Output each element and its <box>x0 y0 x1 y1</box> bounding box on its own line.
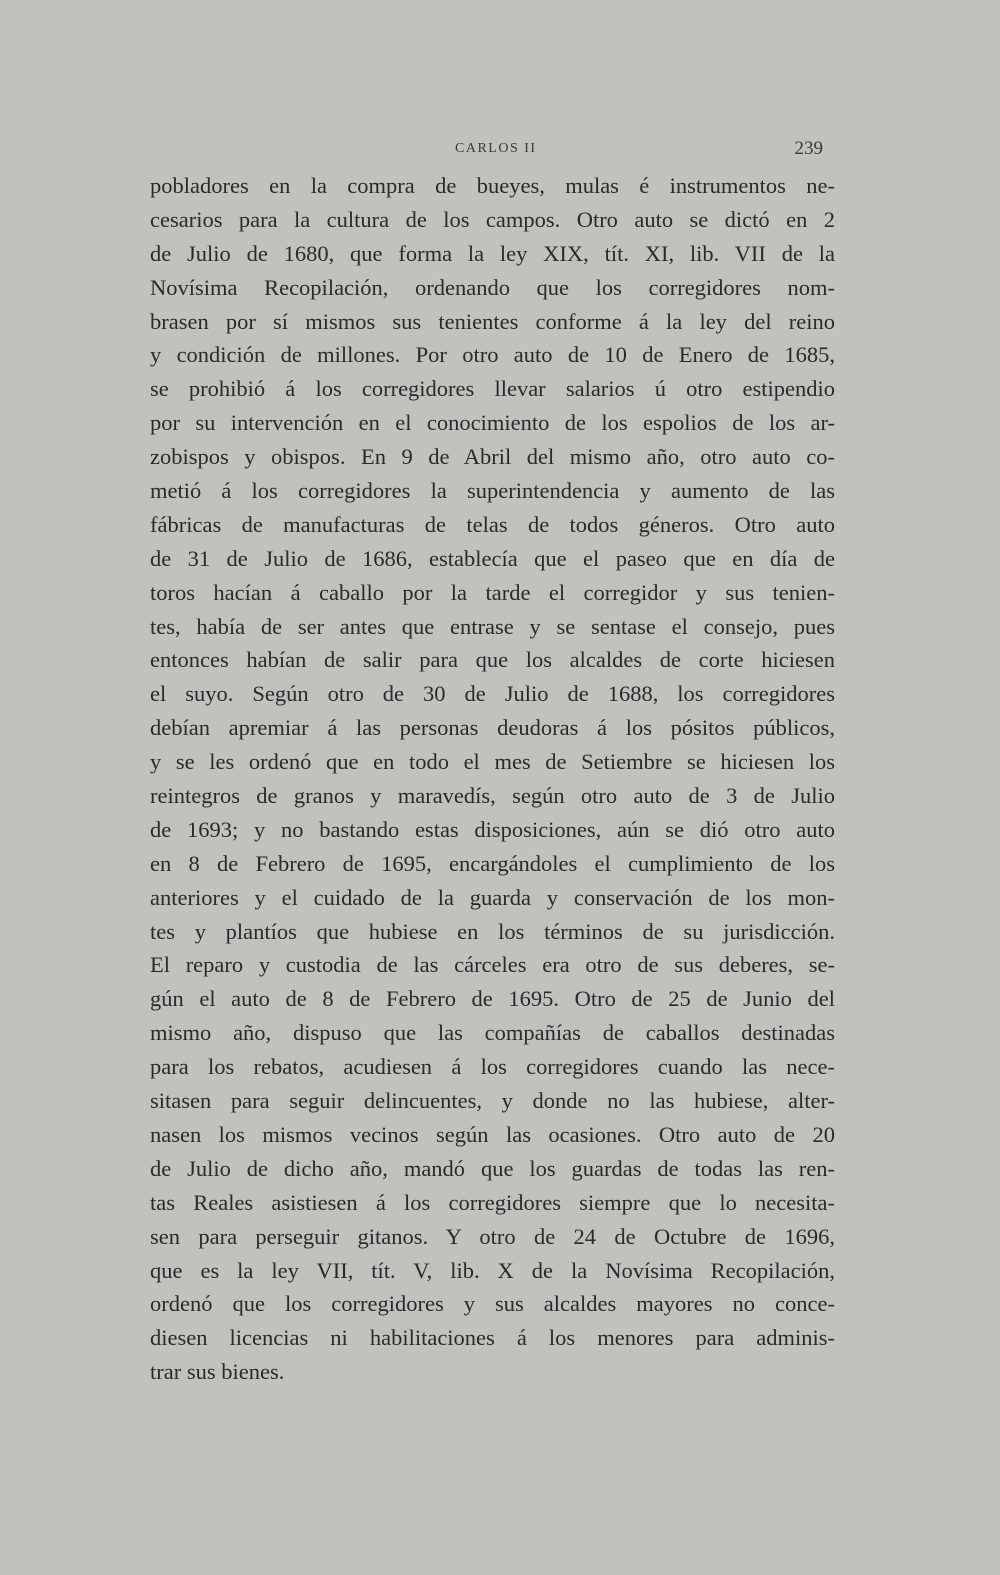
text-line: que es la ley VII, tít. V, lib. X de la Novísima Recopilación, <box>150 1257 835 1283</box>
text-line: brasen por sí mismos sus tenientes conforme á la ley del reino <box>150 308 835 334</box>
text-line: el suyo. Según otro de 30 de Julio de 1688, los corregidores <box>150 681 835 707</box>
text-line: mismo año, dispuso que las compañías de caballos destinadas <box>150 1020 835 1046</box>
text-line: tas Reales asistiesen á los corregidores siempre que lo necesita- <box>150 1189 835 1215</box>
text-line: en 8 de Febrero de 1695, encargándoles el cumplimiento de los <box>150 850 835 876</box>
text-line: metió á los corregidores la superintendencia y aumento de las <box>150 478 835 504</box>
text-line: trar sus bienes. <box>150 1359 285 1385</box>
running-title: CARLOS II <box>455 141 537 156</box>
text-line: fábricas de manufacturas de telas de todos géneros. Otro auto <box>150 511 835 537</box>
text-line: por su intervención en el conocimiento de los espolios de los ar- <box>150 410 835 436</box>
text-line: reintegros de granos y maravedís, según otro auto de 3 de Julio <box>150 783 835 809</box>
text-line: toros hacían á caballo por la tarde el corregidor y sus tenien- <box>150 579 835 605</box>
text-line: de 1693; y no bastando estas disposiciones, aún se dió otro auto <box>150 816 835 842</box>
body-text <box>150 169 835 1389</box>
text-line: diesen licencias ni habilitaciones á los menores para adminis- <box>150 1325 835 1351</box>
text-line: se prohibió á los corregidores llevar salarios ú otro estipendio <box>150 376 835 402</box>
text-line: cesarios para la cultura de los campos. Otro auto se dictó en 2 <box>150 206 835 232</box>
text-line: y se les ordenó que en todo el mes de Setiembre se hiciesen los <box>150 749 835 775</box>
text-line: de Julio de 1680, que forma la ley XIX, tít. XI, lib. VII de la <box>150 240 835 266</box>
text-line: ordenó que los corregidores y sus alcaldes mayores no conce- <box>150 1291 835 1317</box>
text-line: anteriores y el cuidado de la guarda y conservación de los mon- <box>150 884 835 910</box>
text-line: para los rebatos, acudiesen á los corregidores cuando las nece- <box>150 1054 835 1080</box>
text-line: pobladores en la compra de bueyes, mulas é instrumentos ne- <box>150 173 835 198</box>
text-line: entonces habían de salir para que los alcaldes de corte hiciesen <box>150 647 835 673</box>
text-line: zobispos y obispos. En 9 de Abril del mismo año, otro auto co- <box>150 444 835 470</box>
text-line: gún el auto de 8 de Febrero de 1695. Otro de 25 de Junio del <box>150 986 835 1012</box>
text-line: Novísima Recopilación, ordenando que los corregidores nom- <box>150 274 835 300</box>
text-line: nasen los mismos vecinos según las ocasiones. Otro auto de 20 <box>150 1121 835 1147</box>
text-line: sen para perseguir gitanos. Y otro de 24 de Octubre de 1696, <box>150 1223 835 1249</box>
page-header <box>150 138 835 167</box>
text-line: tes y plantíos que hubiese en los términos de su jurisdicción. <box>150 918 835 944</box>
page-number: 239 <box>794 138 823 159</box>
text-line: de Julio de dicho año, mandó que los guardas de todas las ren- <box>150 1155 835 1181</box>
text-line: y condición de millones. Por otro auto de 10 de Enero de 1685, <box>150 342 835 368</box>
text-line: sitasen para seguir delincuentes, y donde no las hubiese, alter- <box>150 1088 835 1114</box>
text-line: tes, había de ser antes que entrase y se sentase el consejo, pues <box>150 613 835 639</box>
text-line: de 31 de Julio de 1686, establecía que el paseo que en día de <box>150 545 835 571</box>
text-line: debían apremiar á las personas deudoras á los pósitos públicos, <box>150 715 835 741</box>
text-line: El reparo y custodia de las cárceles era otro de sus deberes, se- <box>150 952 835 978</box>
